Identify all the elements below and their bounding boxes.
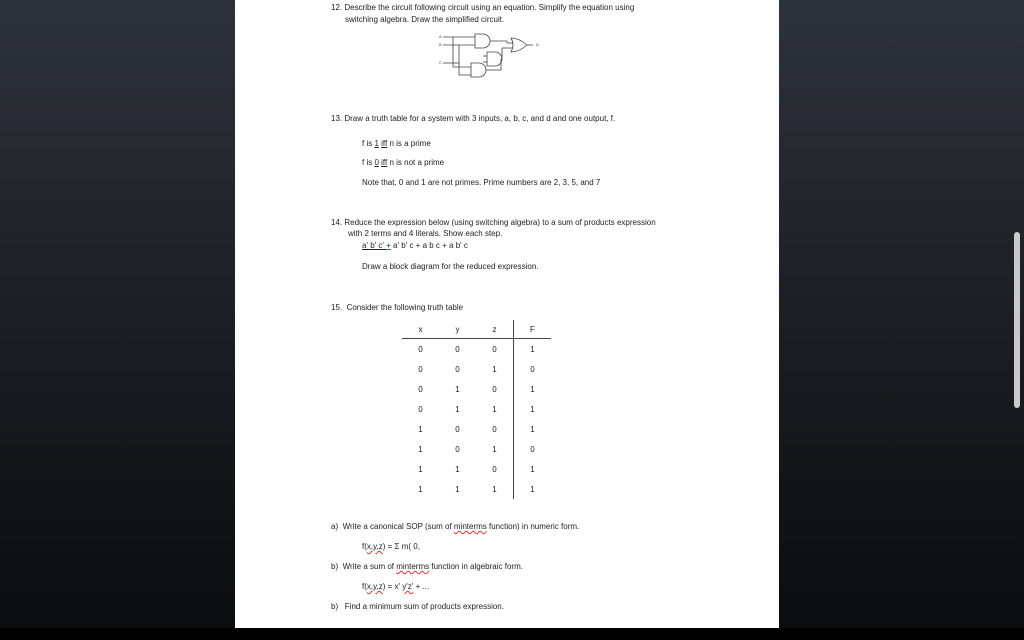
input-c-label: C	[439, 60, 442, 65]
q14-expression: a' b' c' + a' b' c + a b c + a b' c	[362, 241, 468, 250]
q13-note: Note that, 0 and 1 are not primes. Prime numbers are 2, 3, 5, and 7	[362, 178, 601, 187]
q15-intro: 15. Consider the following truth table	[331, 303, 464, 312]
input-a-label: A	[439, 34, 442, 39]
q13-f-is-0: f is 0 iff n is not a prime	[362, 158, 445, 167]
header-z: z	[476, 320, 514, 339]
vertical-scrollbar[interactable]	[1014, 232, 1020, 408]
q14-line2: with 2 terms and 4 literals. Show each step.	[348, 229, 503, 238]
document-page	[235, 0, 779, 628]
q13-line1: 13. Draw a truth table for a system with 3 inputs, a, b, c, and d and one output, f.	[331, 114, 616, 123]
table-row: 1 0 1 0	[402, 439, 551, 459]
logic-circuit-diagram	[431, 32, 551, 82]
q13-f-is-1: f is 1 iff n is a prime	[362, 139, 431, 148]
q12-line2: switching algebra. Draw the simplified circuit.	[345, 15, 505, 24]
table-row: 0 0 1 0	[402, 359, 551, 379]
table-row: 0 1 0 1	[402, 379, 551, 399]
table-row: 0 1 1 1	[402, 399, 551, 419]
header-x: x	[402, 320, 439, 339]
truth-table	[402, 320, 551, 499]
q12-line1: 12. Describe the circuit following circuit using an equation. Simplify the equation using	[331, 3, 635, 12]
q14-line3: Draw a block diagram for the reduced expression.	[362, 262, 539, 271]
table-row: 1 1 0 1	[402, 459, 551, 479]
table-row: 0 0 0 1	[402, 339, 551, 360]
header-y: y	[439, 320, 476, 339]
q15-part-a-answer: f(x,y,z) = Σ m( 0,	[362, 542, 420, 551]
q15-part-b: b) Write a sum of minterms function in algebraic form.	[331, 562, 523, 571]
q15-part-a: a) Write a canonical SOP (sum of minterms function) in numeric form.	[331, 522, 580, 531]
table-row: 1 0 0 1	[402, 419, 551, 439]
header-f: F	[514, 320, 552, 339]
table-row: 1 1 1 1	[402, 479, 551, 499]
q15-part-c: b) Find a minimum sum of products expression.	[331, 602, 504, 611]
q14-line1: 14. Reduce the expression below (using switching algebra) to a sum of products expression	[331, 218, 656, 227]
input-b-label: B	[439, 42, 442, 47]
truth-table-header	[402, 320, 551, 339]
bottom-bar	[0, 628, 1024, 640]
output-d-label: D	[536, 42, 539, 47]
q15-part-b-answer: f(x,y,z) = x' y'z' + ...	[362, 582, 430, 591]
